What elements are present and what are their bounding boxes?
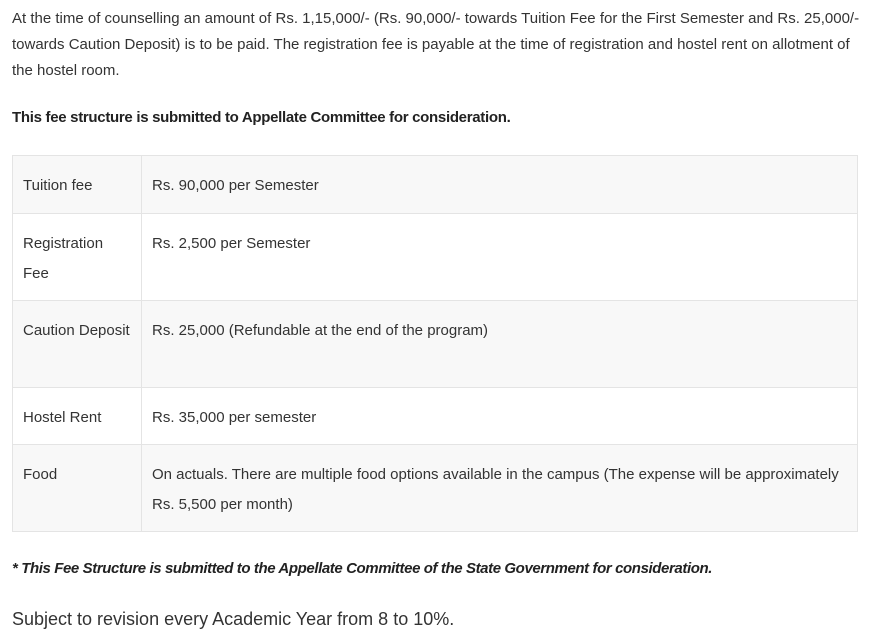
- intro-paragraph: At the time of counselling an amount of Rs. 1,15,000/- (Rs. 90,000/- towards Tuition Fee for the First Semester and Rs. 25,000/- towards Caution Deposit) is to be paid. The registration fee is payable at the time of registration and hostel rent on allotment of the hostel room.: [12, 10, 860, 79]
- table-row: [13, 445, 858, 532]
- fee-structure-table: [12, 155, 858, 532]
- submission-note: This fee structure is submitted to Appellate Committee for consideration.: [12, 109, 511, 126]
- fee-label-cell: Hostel Rent: [13, 388, 142, 445]
- fee-value-cell: Rs. 35,000 per semester: [142, 388, 858, 445]
- table-row: [13, 156, 858, 214]
- revision-note: Subject to revision every Academic Year from 8 to 10%.: [12, 609, 455, 629]
- fee-label-cell: Caution Deposit: [13, 301, 142, 388]
- table-row: [13, 301, 858, 388]
- fee-label-cell: Registration Fee: [13, 214, 142, 301]
- fee-label-cell: Food: [13, 445, 142, 532]
- fee-value-cell: Rs. 2,500 per Semester: [142, 214, 858, 301]
- table-row: [13, 214, 858, 301]
- fee-value-cell: Rs. 25,000 (Refundable at the end of the program): [142, 301, 858, 388]
- footnote: * This Fee Structure is submitted to the Appellate Committee of the State Government for consideration.: [12, 560, 713, 577]
- fee-value-cell: Rs. 90,000 per Semester: [142, 156, 858, 214]
- table-row: [13, 388, 858, 445]
- fee-value-cell: On actuals. There are multiple food options available in the campus (The expense will be approximately Rs. 5,500 per month): [142, 445, 858, 532]
- fee-label-cell: Tuition fee: [13, 156, 142, 214]
